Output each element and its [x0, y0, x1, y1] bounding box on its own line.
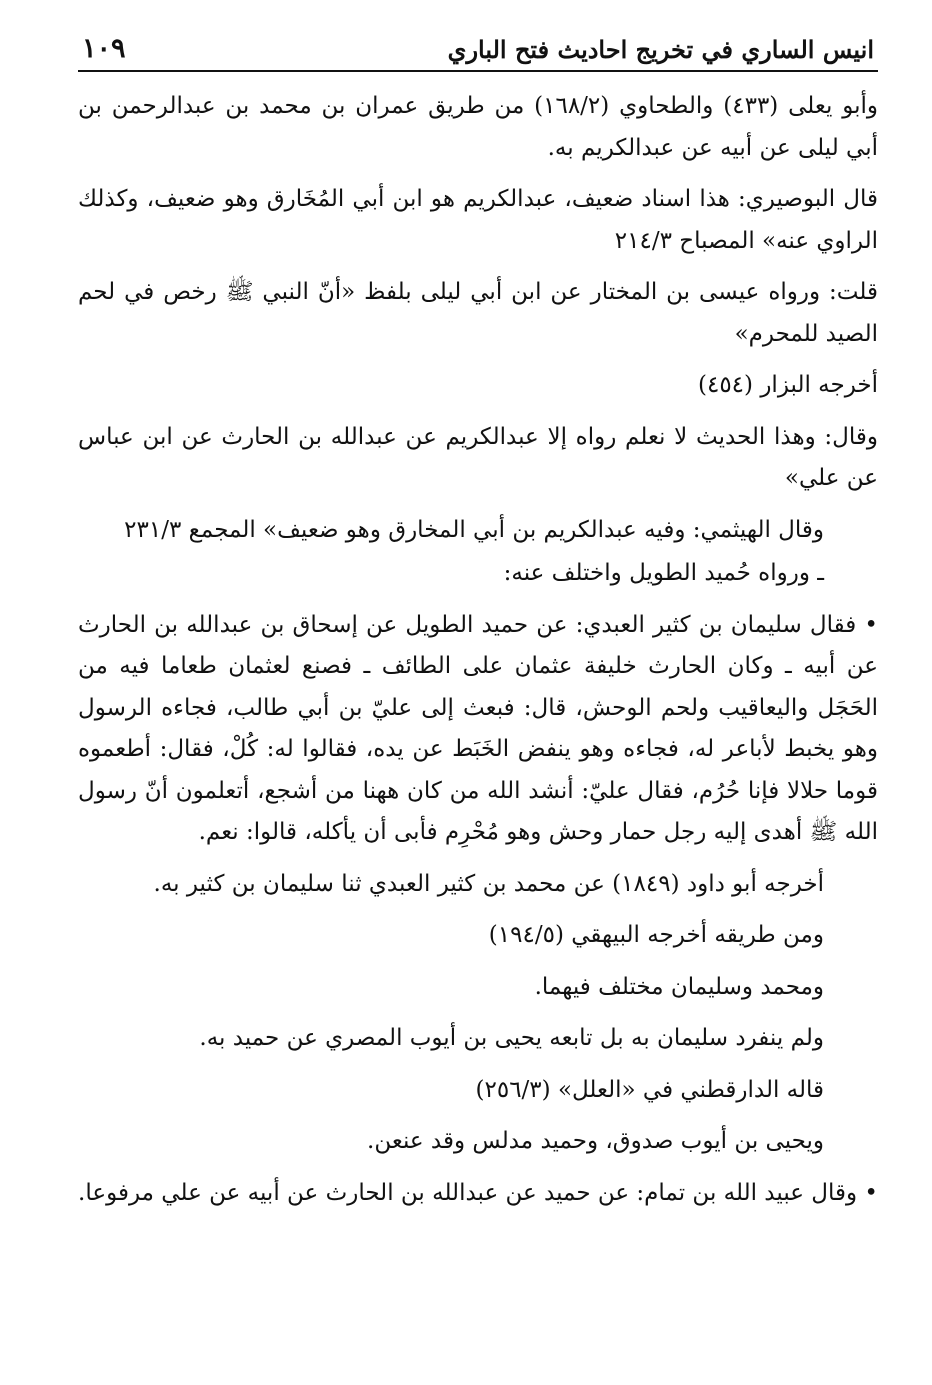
- paragraph-11: ومحمد وسليمان مختلف فيهما.: [534, 973, 824, 1000]
- paragraph-3: قلت: ورواه عيسى بن المختار عن ابن أبي ليلى بلفظ «أنّ النبي ﷺ رخص في لحم الصيد للمحرم»: [78, 279, 878, 347]
- paragraph-5: وقال: وهذا الحديث لا نعلم رواه إلا عبدالكريم عن عبدالله بن الحارث عن ابن عباس عن علي»: [78, 423, 878, 491]
- paragraph-9: أخرجه أبو داود (١٨٤٩) عن محمد بن كثير العبدي ثنا سليمان بن كثير به.: [153, 870, 824, 897]
- paragraph-10: ومن طريقه أخرجه البيهقي (١٩٤/٥): [488, 922, 824, 948]
- paragraph-8: • فقال سليمان بن كثير العبدي: عن حميد الطويل عن إسحاق بن عبدالله بن الحارث عن أبيه ـ وكان الحارث خليفة عثمان على الطائف ـ فصنع لعثمان طعاما فيه من الحَجَل واليعاقيب ولحم الوحش، قال: فبعث إلى عليّ بن أبي طالب، فجاءه الرسول وهو يخبط لأباعر له، فجاءه وهو ينفض الخَبَط عن يده، فقالوا له: كُلْ، فقال: أطعموه قوما حلالا فإنا حُرُم، فقال عليّ: أنشد الله من كان ههنا من أشجع، أتعلمون أنّ رسول الله ﷺ أهدى إليه رجل حمار وحش وهو مُحْرِم فأبى أن يأكله، قالوا: نعم.: [78, 611, 878, 845]
- book-title: انيس الساري في تخريج احاديث فتح الباري: [447, 35, 874, 64]
- paragraph-14: ويحيى بن أيوب صدوق، وحميد مدلس وقد عنعن.: [367, 1128, 824, 1154]
- paragraph-6: وقال الهيثمي: وفيه عبدالكريم بن أبي المخارق وهو ضعيف» المجمع ٢٣١/٣: [124, 516, 824, 543]
- page-body: [78, 86, 878, 1214]
- paragraph-15: • وقال عبيد الله بن تمام: عن حميد عن عبدالله بن الحارث عن أبيه عن علي مرفوعا.: [78, 1179, 878, 1206]
- paragraph-4: أخرجه البزار (٤٥٤): [697, 372, 878, 398]
- paragraph-12: ولم ينفرد سليمان به بل تابعه يحيى بن أيوب المصري عن حميد به.: [199, 1025, 824, 1051]
- paragraph-1: وأبو يعلى (٤٣٣) والطحاوي (١٦٨/٢) من طريق عمران بن محمد بن عبدالرحمن بن أبي ليلى عن أبيه عن عبدالكريم به.: [78, 93, 878, 161]
- paragraph-2: قال البوصيري: هذا اسناد ضعيف، عبدالكريم هو ابن أبي المُخَارق وهو ضعيف، وكذلك الراوي عنه» المصباح ٢١٤/٣: [78, 186, 878, 254]
- book-page: [78, 26, 878, 1224]
- paragraph-13: قاله الدارقطني في «العلل» (٢٥٦/٣): [475, 1076, 824, 1103]
- running-header: [78, 26, 878, 72]
- paragraph-7: ـ ورواه حُميد الطويل واختلف عنه:: [503, 560, 824, 586]
- page-number: ١٠٩: [82, 33, 126, 64]
